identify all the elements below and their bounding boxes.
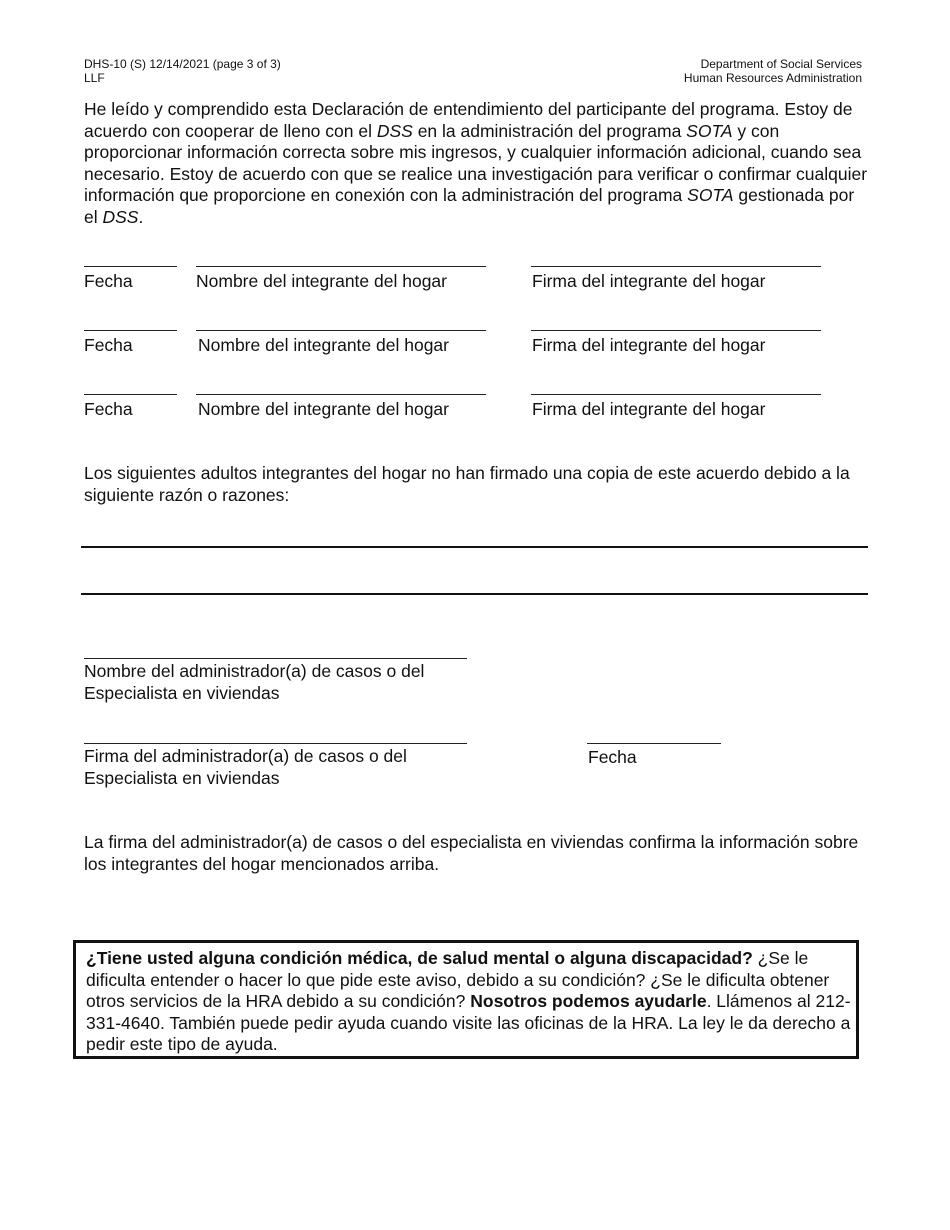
member-signature-label: Firma del integrante del hogar xyxy=(532,271,766,291)
form-code: LLF xyxy=(84,71,105,85)
caseworker-name-label-line1: Nombre del administrador(a) de casos o del xyxy=(84,661,425,681)
member-name-label: Nombre del integrante del hogar xyxy=(196,271,447,291)
confirmation-text: La firma del administrador(a) de casos o del especialista en viviendas confirma la información sobre los integrantes del hogar mencionados arriba. xyxy=(84,832,859,874)
statement-paragraph xyxy=(84,99,869,229)
sota-term: SOTA xyxy=(686,120,733,141)
notice-title: ¿Tiene usted alguna condición médica, de salud mental o alguna discapacidad? xyxy=(86,948,753,968)
form-id-header xyxy=(84,57,281,85)
member-signature-label: Firma del integrante del hogar xyxy=(532,399,766,419)
member-name-line[interactable] xyxy=(196,266,486,267)
caseworker-name-label-line2: Especialista en viviendas xyxy=(84,682,280,703)
member-name-line[interactable] xyxy=(196,330,486,331)
notice-body: ¿Se le dificulta entender o hacer lo que pide este aviso, debido a su condición? ¿Se le dificulta obtener otros servicios de la HRA debido a su condición? xyxy=(86,948,830,1012)
caseworker-signature-label xyxy=(84,746,407,789)
accessibility-notice-box xyxy=(73,940,859,1059)
statement-text: en la administración del programa xyxy=(412,120,687,141)
dss-term: DSS xyxy=(102,206,139,227)
member-signature-label: Firma del integrante del hogar xyxy=(532,335,766,355)
administration-name: Human Resources Administration xyxy=(683,71,862,85)
sota-term: SOTA xyxy=(687,185,734,206)
caseworker-signature-label-line2: Especialista en viviendas xyxy=(84,767,280,788)
unsigned-reasons-text: Los siguientes adultos integrantes del hogar no han firmado una copia de este acuerdo debido a la siguiente razón o razones: xyxy=(84,463,850,505)
date-label: Fecha xyxy=(84,399,133,419)
notice-emphasis: Nosotros podemos ayudarle xyxy=(470,991,707,1012)
member-signature-line[interactable] xyxy=(531,394,821,395)
reason-line[interactable] xyxy=(81,593,868,595)
department-name: Department of Social Services xyxy=(700,57,862,71)
date-line[interactable] xyxy=(84,394,177,395)
caseworker-date-label: Fecha xyxy=(588,747,637,767)
date-line[interactable] xyxy=(84,330,177,331)
member-name-label: Nombre del integrante del hogar xyxy=(198,399,449,419)
statement-text: He leído y comprendido esta Declaración de entendimiento del participante del programa. Estoy de acuerdo con cooperar de lleno con el xyxy=(84,99,853,141)
member-signature-line[interactable] xyxy=(531,266,821,267)
member-signature-line[interactable] xyxy=(531,330,821,331)
dss-term: DSS xyxy=(376,120,413,141)
caseworker-signature-line[interactable] xyxy=(84,743,467,744)
agency-header xyxy=(684,57,862,85)
date-label: Fecha xyxy=(84,271,133,291)
caseworker-signature-label-line1: Firma del administrador(a) de casos o del xyxy=(84,746,407,766)
date-line[interactable] xyxy=(84,266,177,267)
notice-body: . Llámenos al 212-331-4640. También puede pedir ayuda cuando visite las oficinas de la HRA. La ley le da derecho a pedir este tipo de ayuda. xyxy=(86,991,851,1055)
caseworker-date-line[interactable] xyxy=(587,743,721,744)
accessibility-notice-text xyxy=(86,948,851,1056)
caseworker-name-line[interactable] xyxy=(84,658,467,659)
statement-text: . xyxy=(138,206,144,227)
caseworker-name-label xyxy=(84,661,424,704)
reason-line[interactable] xyxy=(81,546,868,548)
member-name-label: Nombre del integrante del hogar xyxy=(198,335,449,355)
member-name-line[interactable] xyxy=(196,394,486,395)
statement-text: gestionada por el xyxy=(84,185,855,227)
form-id: DHS-10 (S) 12/14/2021 (page 3 of 3) xyxy=(84,57,281,71)
date-label: Fecha xyxy=(84,335,133,355)
statement-text: y con proporcionar información correcta sobre mis ingresos, y cualquier información adicional, cuando sea necesario. Estoy de acuerdo con que se realice una investigación para verificar o confirmar cualquier información que proporcione en conexión con la administración del programa xyxy=(84,120,868,206)
